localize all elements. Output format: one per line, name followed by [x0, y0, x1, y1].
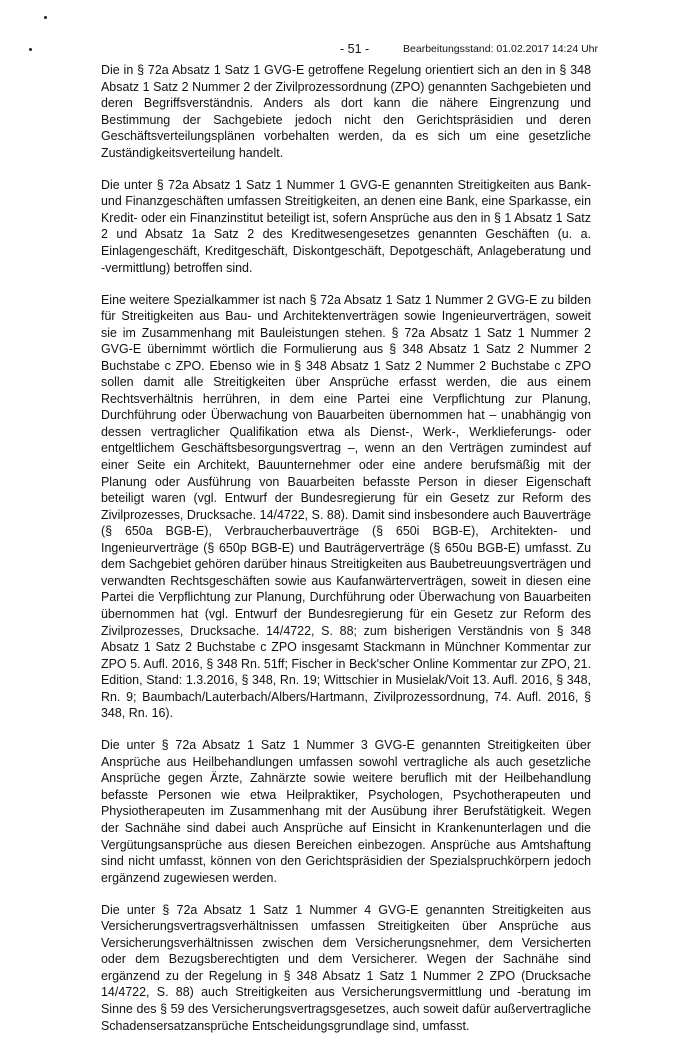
page-number: - 51 - [340, 42, 370, 56]
page-header [102, 42, 598, 58]
paragraph: Die unter § 72a Absatz 1 Satz 1 Nummer 1 GVG-E genannten Streitigkeiten aus Bank- und Finanzgeschäften umfassen Streitigkeiten, an denen eine Bank, eine Sparkasse, ein Kredit- oder ein Finanzinstitut beteiligt ist, sofern Ansprüche aus den in § 1 Absatz 1 Satz 2 und Absatz 1a Satz 2 des Kreditwesengesetzes genannten Geschäften (u. a. Einlagengeschäft, Kreditgeschäft, Diskontgeschäft, Depotgeschäft, Anlageberatung und -vermittlung) betroffen sind. [101, 177, 591, 275]
paragraph: Eine weitere Spezialkammer ist nach § 72a Absatz 1 Satz 1 Nummer 2 GVG-E zu bilden für Streitigkeiten aus Bau- und Architektenverträgen sowie Ingenieurverträgen, soweit sie im Zusammenhang mit Bauleistungen stehen. § 72a Absatz 1 Satz 1 Nummer 2 GVG-E übernimmt wörtlich die Formulierung aus § 348 Absatz 1 Satz 2 Nummer 2 Buchstabe c ZPO. Ebenso wie in § 348 Absatz 1 Satz 2 Nummer 2 Buchstabe c ZPO sollen damit alle Streitigkeiten über Ansprüche erfasst werden, die aus einem Rechtsverhältnis herrühren, in dem eine Partei eine Verpflichtung zur Planung, Durchführung oder Überwachung von Bauarbeiten übernommen hat – unabhängig von dessen vertraglicher Qualifikation etwa als Dienst-, Werk-, Werklieferungs- oder entgeltlichem Geschäftsbesorgungsvertrag –, wenn an den Verträgen zumindest auf einer Seite ein Architekt, Bauunternehmer oder eine andere berufsmäßig mit der Planung oder Ausführung von Bauarbeiten befasste Person in dieser Eigenschaft beteiligt waren (vgl. Entwurf der Bundesregierung für ein Gesetz zur Reform des Zivilprozesses, Drucksache. 14/4722, S. 88). Damit sind insbesondere auch Bauverträge (§ 650a BGB-E), Verbraucherbauverträge (§ 650i BGB-E), Architekten- und Ingenieurverträge (§ 650p BGB-E) und Bauträgerverträge (§ 650u BGB-E) umfasst. Zu dem Sachgebiet gehören darüber hinaus Streitigkeiten aus Baubetreuungsverträgen und verwandten Rechtsgeschäften sowie aus Kaufanwärterverträgen, soweit in diesen eine Partei die Verpflichtung zur Planung, Durchführung oder Überwachung von Bauarbeiten übernommen hat (vgl. Entwurf der Bundesregierung für ein Gesetz zur Reform des Zivilprozesses, Drucksache. 14/4722, S. 88; zum bisherigen Verständnis von § 348 Absatz 1 Satz 2 Buchstabe c ZPO insgesamt Stackmann in Münchner Kommentar zur ZPO 5. Aufl. 2016, § 348 Rn. 51ff; Fischer in Beck'scher Online Kommentar zur ZPO, 21. Edition, Stand: 1.3.2016, § 348, Rn. 19; Wittschier in Musielak/Voit 13. Aufl. 2016, § 348, Rn. 9; Baumbach/Lauterbach/Albers/Hartmann, Zivilprozessordnung, 74. Aufl. 2016, § 348, Rn. 16). [101, 292, 591, 721]
paragraph: Die unter § 72a Absatz 1 Satz 1 Nummer 4 GVG-E genannten Streitigkeiten aus Versicherungsvertragsverhältnissen umfassen Streitigkeiten über Ansprüche aus Versicherungsverhältnissen zwischen dem Versicherungsnehmer, dem Versicherten oder dem Bezugsberechtigten und dem Versicherer. Wegen der Sachnähe sind ergänzend zu der Regelung in § 348 Absatz 1 Satz 1 Nummer 2 ZPO (Drucksache 14/4722, S. 88) auch Streitigkeiten aus Versicherungsvermittlung und -beratung im Sinne des § 59 des Versicherungsvertragsgesetzes, auch soweit dafür außervertragliche Schadensersatzansprüche Entscheidungsgrundlage sind, umfasst. [101, 902, 591, 1033]
paragraph: Die in § 72a Absatz 1 Satz 1 GVG-E getroffene Regelung orientiert sich an den in § 348 Absatz 1 Satz 2 Nummer 2 der Zivilprozessordnung (ZPO) genannten Sachgebieten und deren Begriffsverständnis. Anders als dort kann die nähere Eingrenzung und Bestimmung der Sachgebiete jedoch nicht den Gerichtspräsidien und deren Geschäftsverteilungsplänen vorbehalten werden, da es sich um eine gesetzliche Zuständigkeitsverteilung handelt. [101, 63, 591, 160]
document-body [101, 62, 591, 1050]
scan-speck [29, 48, 32, 51]
paragraph: Die unter § 72a Absatz 1 Satz 1 Nummer 3 GVG-E genannten Streitigkeiten über Ansprüche aus Heilbehandlungen umfassen sowohl vertragliche als auch gesetzliche Ansprüche gegen Ärzte, Zahnärzte sowie weitere beruflich mit der Heilbehandlung befasste Personen wie etwa Heilpraktiker, Psychologen, Psychotherapeuten und Physiotherapeuten im Zusammenhang mit der Ausübung ihrer Berufstätigkeit. Wegen der Sachnähe sind dabei auch Ansprüche auf Einsicht in Krankenunterlagen und die Vergütungsansprüche aus diesen Bereichen einbezogen. Ansprüche aus Amtshaftung sind nicht umfasst, können von den Gerichtspräsidien der Spezialspruchkörpern jedoch ergänzend zugewiesen werden. [101, 738, 591, 885]
revision-status: Bearbeitungsstand: 01.02.2017 14:24 Uhr [403, 43, 598, 55]
scan-speck [44, 16, 47, 19]
